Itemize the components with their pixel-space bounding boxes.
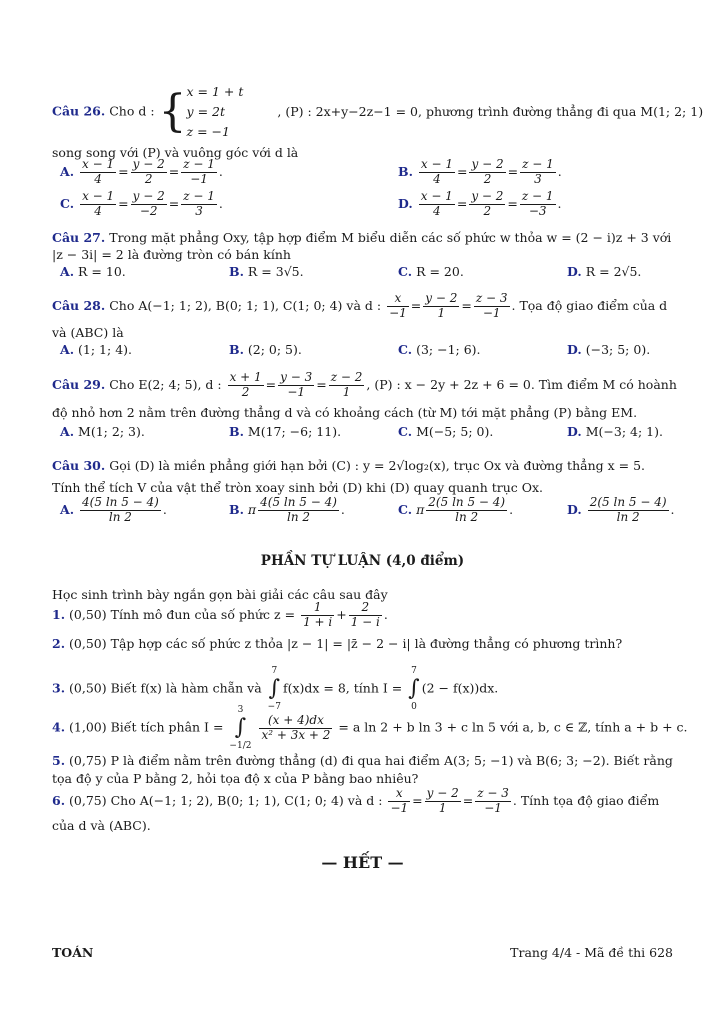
q27-option-d: D. R = 2√5. — [567, 264, 642, 279]
fraction: $\frac{x + 1}{2}$ — [229, 370, 262, 399]
q26-option-a: A. $\frac{x - 1}{4}$ = $\frac{y - 2}{2}$ = $\frac{z - 1}{-1}$ . — [60, 157, 223, 186]
fraction: $\frac{z - 3}{-1}$ — [475, 291, 508, 320]
system-brace: { — [158, 86, 187, 137]
fraction: $\frac{y - 2}{1}$ — [426, 786, 459, 815]
section-title: PHẦN TỰ LUẬN (4,0 điểm) — [260, 553, 465, 569]
q29-text2: độ nhỏ hơn 2 nằm trên đường thẳng d và có khoảng cách (từ M) tới mặt phẳng (P) bằng EM. — [52, 405, 638, 420]
integral-sign: 7 ∫ 0 — [408, 666, 420, 712]
fraction: $\frac{y - 2}{2}$ — [471, 189, 504, 218]
q27-label: Câu 27. — [52, 230, 106, 245]
q27-line1 — [52, 230, 671, 245]
option-label: D. — [398, 195, 413, 211]
fraction: $\frac{x - 1}{4}$ — [420, 157, 453, 186]
essay-item-1: 1. (0,50) Tính mô đun của số phức z = $\frac{1}{1 + i}$ + $\frac{2}{1 - i}$ . — [52, 600, 388, 629]
q30-option-d: D. $\frac{2(5 \ln 5 - 4)}{\ln 2}$ . — [567, 495, 675, 524]
fraction: $\frac{4(5 \ln 5 - 4)}{\ln 2}$ — [260, 495, 337, 524]
option-label: B. — [398, 163, 413, 179]
q28-text2: và (ABC) là — [52, 325, 124, 340]
essay-item-6-line2: của d và (ABC). — [52, 818, 151, 833]
sys-line-2: y = 2t — [186, 104, 225, 119]
fraction: $\frac{(x + 4)dx}{\text{x² + 3x + 2}}$ — [261, 712, 331, 742]
fraction: $\frac{z - 1}{3}$ — [183, 189, 215, 218]
fraction: $\frac{z - 1}{3}$ — [522, 157, 554, 186]
q26-row — [52, 82, 703, 142]
essay-item-5-line2: tọa độ y của P bằng 2, hỏi tọa độ x của P bằng bao nhiêu? — [52, 771, 419, 786]
fraction: $\frac{z - 1}{-3}$ — [521, 189, 554, 218]
option-label: A. — [60, 163, 75, 179]
fraction: $\frac{y - 2}{1}$ — [425, 291, 458, 320]
fraction: $\frac{z - 1}{-1}$ — [183, 157, 215, 186]
fraction: $\frac{y - 2}{-2}$ — [132, 189, 165, 218]
fraction: $\frac{2(5 \ln 5 - 4)}{\ln 2}$ — [589, 495, 667, 524]
q26-intro: Cho d : — [109, 103, 155, 119]
sys-line-1: x = 1 + t — [186, 84, 244, 99]
option-label: C. — [60, 195, 75, 211]
q27-option-a: A. R = 10. — [60, 264, 126, 279]
q27-text2: |z − 3i| = 2 là đường tròn có bán kính — [52, 247, 291, 262]
fraction: $\frac{4(5 \ln 5 - 4)}{\ln 2}$ — [82, 495, 159, 524]
fraction: $\frac{x}{-1}$ — [390, 786, 409, 815]
q28-option-b: B. (2; 0; 5). — [229, 342, 302, 357]
footer-page: Trang 4/4 - Mã đề thi 628 — [510, 945, 673, 960]
q29-option-a: A. M(1; 2; 3). — [60, 424, 145, 439]
essay-item-6: 6. (0,75) Cho A(−1; 1; 2), B(0; 1; 1), C(1; 0; 4) và d : $\frac{x}{-1}$ = $\frac{y - 2}{1}$ = $\frac{z - 3}{-1}$ . Tính tọa độ giao điểm — [52, 786, 660, 815]
q30-label: Câu 30. — [52, 458, 106, 473]
q26-option-b: B. $\frac{x - 1}{4}$ = $\frac{y - 2}{2}$ = $\frac{z - 1}{3}$ . — [398, 157, 562, 186]
essay-intro: Học sinh trình bày ngắn gọn bài giải các câu sau đây — [52, 587, 388, 602]
fraction: $\frac{x - 1}{4}$ — [82, 189, 115, 218]
q29-option-c: C. M(−5; 5; 0). — [398, 424, 494, 439]
end-marker: — HẾT — — [321, 853, 404, 872]
q26-label: Câu 26. — [52, 103, 106, 119]
q27-option-b: B. R = 3√5. — [229, 264, 304, 279]
q28-line1: Câu 28. Cho A(−1; 1; 2), B(0; 1; 1), C(1; 0; 4) và d : $\frac{x}{-1}$ = $\frac{y - 2}{1}$ = $\frac{z - 3}{-1}$ . Tọa độ giao điểm của d — [52, 291, 668, 320]
q28-label: Câu 28. — [52, 297, 106, 313]
q27-option-c: C. R = 20. — [398, 264, 464, 279]
q28-option-d: D. (−3; 5; 0). — [567, 342, 651, 357]
fraction: $\frac{y - 3}{-1}$ — [280, 370, 313, 399]
q26-system — [187, 82, 244, 142]
q27-text1: Trong mặt phẳng Oxy, tập hợp điểm M biểu diễn các số phức w thỏa w = (2 − i)z + 3 với — [109, 230, 672, 245]
fraction: $\frac{2(5 \ln 5 - 4)}{\ln 2}$ — [428, 495, 506, 524]
essay-item-5: 5. (0,75) P là điểm nằm trên đường thẳng (d) đi qua hai điểm A(3; 5; −1) và B(6; 3; −2). Biết rằng — [52, 753, 673, 768]
q30-option-a: A. $\frac{4(5 \ln 5 - 4)}{\ln 2}$ . — [60, 495, 167, 524]
fraction: $\frac{y - 2}{2}$ — [471, 157, 504, 186]
integral-sign: 7 ∫ −7 — [267, 666, 281, 712]
q26-option-c: C. $\frac{x - 1}{4}$ = $\frac{y - 2}{-2}$ = $\frac{z - 1}{3}$ . — [60, 189, 223, 218]
fraction: $\frac{y - 2}{2}$ — [132, 157, 165, 186]
essay-item-2: 2. (0,50) Tập hợp các số phức z thỏa |z − 1| = |z̄ − 2 − i| là đường thẳng có phương trình? — [52, 636, 623, 651]
fraction: $\frac{x - 1}{4}$ — [420, 189, 453, 218]
q29-label: Câu 29. — [52, 376, 106, 392]
integral-sign: 3 ∫ −1/2 — [229, 705, 252, 751]
fraction: $\frac{z - 3}{-1}$ — [477, 786, 509, 815]
footer-subject: TOÁN — [52, 945, 94, 960]
q30-text2: Tính thể tích V của vật thể tròn xoay sinh bởi (D) khi (D) quay quanh trục Ox. — [52, 480, 544, 495]
q30-line1: Câu 30. Gọi (D) là miền phẳng giới hạn bởi (C) : y = 2√log₂(x), trục Ox và đường thẳng x = 5. — [52, 458, 646, 473]
fraction: $\frac{z - 2}{1}$ — [330, 370, 363, 399]
q30-option-c: C. π $\frac{2(5 \ln 5 - 4)}{\ln 2}$ . — [398, 495, 514, 524]
sys-line-3: z = −1 — [186, 124, 230, 139]
essay-item-3: 3. (0,50) Biết f(x) là hàm chẵn và 7 ∫ −7 f(x)dx = 8, tính I = 7 ∫ 0 (2 − f(x))dx. — [52, 666, 499, 712]
fraction: $\frac{1}{1 + i}$ — [303, 600, 333, 629]
q30-option-b: B. π $\frac{4(5 \ln 5 - 4)}{\ln 2}$ . — [229, 495, 345, 524]
q29-line1: Câu 29. Cho E(2; 4; 5), d : $\frac{x + 1}{2}$ = $\frac{y - 3}{-1}$ = $\frac{z - 2}{1}$ , (P) : x − 2y + 2z + 6 = 0. Tìm điểm M có hoành — [52, 370, 677, 399]
fraction: $\frac{x}{-1}$ — [389, 291, 407, 320]
fraction: $\frac{x - 1}{4}$ — [82, 157, 115, 186]
q26-rest: , (P) : 2x+y−2z−1 = 0, phương trình đường thẳng đi qua M(1; 2; 1) — [277, 103, 704, 119]
q26-option-d: D. $\frac{x - 1}{4}$ = $\frac{y - 2}{2}$ = $\frac{z - 1}{-3}$ . — [398, 189, 562, 218]
essay-item-4: 4. (1,00) Biết tích phân I = 3 ∫ −1/2 $\frac{(x + 4)dx}{\text{x² + 3x + 2}}$ = a ln 2 + b ln 3 + c ln 5 với a, b, c ∈ ℤ, tính a + b + c. — [52, 705, 688, 751]
fraction: $\frac{2}{1 - i}$ — [350, 600, 380, 629]
q26-line2: song song với (P) và vuông góc với d là — [52, 145, 299, 160]
q29-option-b: B. M(17; −6; 11). — [229, 424, 342, 439]
q28-option-c: C. (3; −1; 6). — [398, 342, 481, 357]
q28-option-a: A. (1; 1; 4). — [60, 342, 133, 357]
q29-option-d: D. M(−3; 4; 1). — [567, 424, 663, 439]
